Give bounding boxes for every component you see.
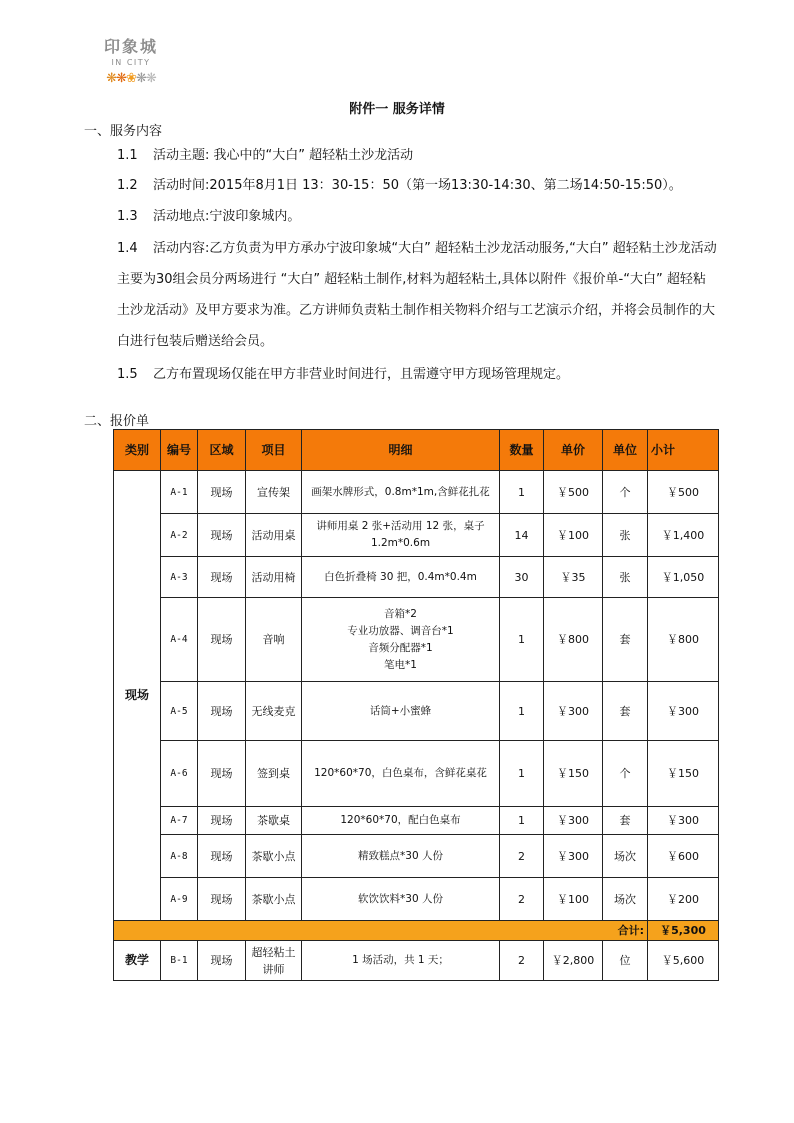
detail-cell: 1 场活动，共 1 天； — [302, 941, 500, 981]
item-number: 1.5 — [117, 367, 138, 382]
item-number: 1.4 — [117, 241, 138, 256]
item-text: 活动内容:乙方负责为甲方承办宁波印象城“大白” 超轻粘土沙龙活动服务,“大白” 超轻粘土沙龙活动主要为30组会员分两场进行 “大白” 超轻粘土制作,材料为超轻粘土,具体以附件《报价单-“大白” 超轻粘土沙龙活动》及甲方要求为准。乙方讲师负责粘土制作相关物料介绍与工艺演示介绍，并将会员制作的大白进行包装后赠送给会员。 — [117, 241, 717, 349]
service-item-1-3 — [117, 204, 300, 230]
code-cell: A-7 — [161, 807, 198, 835]
price-cell: ￥300 — [544, 807, 603, 835]
item-cell: 宣传架 — [246, 471, 302, 514]
qty-cell: 2 — [500, 878, 544, 921]
detail-cell: 软饮饮料*30 人份 — [302, 878, 500, 921]
item-cell: 音响 — [246, 598, 302, 682]
qty-cell: 1 — [500, 682, 544, 741]
logo-text-cn: 印象城 — [103, 37, 158, 56]
unit-cell: 个 — [603, 471, 648, 514]
code-cell: A-5 — [161, 682, 198, 741]
service-item-1-4 — [117, 233, 717, 357]
service-item-1-5 — [117, 362, 569, 388]
item-text: 活动地点:宁波印象城内。 — [153, 209, 301, 224]
area-cell: 现场 — [198, 557, 246, 598]
subtotal-cell: ￥1,050 — [648, 557, 719, 598]
area-cell: 现场 — [198, 941, 246, 981]
qty-cell: 1 — [500, 807, 544, 835]
unit-cell: 位 — [603, 941, 648, 981]
qty-cell: 14 — [500, 514, 544, 557]
detail-cell: 讲师用桌 2 张+活动用 12 张，桌子1.2m*0.6m — [302, 514, 500, 557]
item-text: 活动主题: 我心中的“大白” 超轻粘土沙龙活动 — [153, 148, 414, 163]
code-cell: A-6 — [161, 741, 198, 807]
unit-cell: 张 — [603, 514, 648, 557]
table-row — [114, 878, 719, 921]
table-row — [114, 514, 719, 557]
price-cell: ￥300 — [544, 682, 603, 741]
code-cell: A-3 — [161, 557, 198, 598]
table-row — [114, 741, 719, 807]
price-cell: ￥100 — [544, 514, 603, 557]
unit-cell: 场次 — [603, 878, 648, 921]
subtotal-cell: ￥200 — [648, 878, 719, 921]
price-cell: ￥35 — [544, 557, 603, 598]
subtotal-cell: ￥5,600 — [648, 941, 719, 981]
table-row — [114, 835, 719, 878]
item-cell: 茶歇小点 — [246, 835, 302, 878]
item-cell: 活动用椅 — [246, 557, 302, 598]
total-value: ￥5,300 — [648, 921, 719, 941]
section-heading-quote: 二、报价单 — [84, 414, 150, 429]
subtotal-cell: ￥300 — [648, 807, 719, 835]
header-subtotal: 小计 — [648, 430, 719, 471]
subtotal-cell: ￥150 — [648, 741, 719, 807]
service-item-1-2 — [117, 173, 682, 199]
area-cell: 现场 — [198, 835, 246, 878]
total-label: 合计: — [114, 921, 648, 941]
area-cell: 现场 — [198, 471, 246, 514]
detail-cell: 画架水牌形式，0.8m*1m,含鲜花扎花 — [302, 471, 500, 514]
item-text: 乙方布置现场仅能在甲方非营业时间进行，且需遵守甲方现场管理规定。 — [153, 367, 570, 382]
header-code: 编号 — [161, 430, 198, 471]
service-item-1-1 — [117, 143, 413, 169]
unit-cell: 场次 — [603, 835, 648, 878]
subtotal-cell: ￥600 — [648, 835, 719, 878]
subtotal-cell: ￥300 — [648, 682, 719, 741]
detail-cell: 白色折叠椅 30 把，0.4m*0.4m — [302, 557, 500, 598]
price-cell: ￥500 — [544, 471, 603, 514]
page-title: 附件一 服务详情 — [349, 102, 445, 117]
price-cell: ￥300 — [544, 835, 603, 878]
item-number: 1.1 — [117, 148, 138, 163]
header-detail: 明细 — [302, 430, 500, 471]
qty-cell: 2 — [500, 835, 544, 878]
qty-cell: 1 — [500, 471, 544, 514]
code-cell: B-1 — [161, 941, 198, 981]
item-number: 1.3 — [117, 209, 138, 224]
qty-cell: 2 — [500, 941, 544, 981]
item-text: 活动时间:2015年8月1日 13：30-15：50（第一场13:30-14:30、第二场14:50-15:50）。 — [153, 178, 682, 193]
table-header-row — [114, 430, 719, 471]
unit-cell: 个 — [603, 741, 648, 807]
unit-cell: 套 — [603, 807, 648, 835]
total-row — [114, 921, 719, 941]
header-qty: 数量 — [500, 430, 544, 471]
area-cell: 现场 — [198, 741, 246, 807]
header-category: 类别 — [114, 430, 161, 471]
subtotal-cell: ￥1,400 — [648, 514, 719, 557]
detail-cell: 120*60*70，白色桌布，含鲜花桌花 — [302, 741, 500, 807]
area-cell: 现场 — [198, 807, 246, 835]
area-cell: 现场 — [198, 878, 246, 921]
category-cell: 现场 — [114, 471, 161, 921]
table-row — [114, 598, 719, 682]
item-cell: 超轻粘土讲师 — [246, 941, 302, 981]
detail-cell: 话筒+小蜜蜂 — [302, 682, 500, 741]
detail-line: 专业功放器、调音台*1 — [347, 624, 454, 637]
detail-line: 音频分配器*1 — [368, 641, 433, 654]
unit-cell: 套 — [603, 682, 648, 741]
item-number: 1.2 — [117, 178, 138, 193]
code-cell: A-4 — [161, 598, 198, 682]
header-item: 项目 — [246, 430, 302, 471]
price-cell: ￥100 — [544, 878, 603, 921]
area-cell: 现场 — [198, 514, 246, 557]
header-area: 区域 — [198, 430, 246, 471]
quote-table — [113, 429, 719, 981]
logo-flower-icons: ❋❋❀❋❋ — [106, 71, 156, 86]
detail-cell: 精致糕点*30 人份 — [302, 835, 500, 878]
detail-line: 笔电*1 — [384, 658, 417, 671]
code-cell: A-2 — [161, 514, 198, 557]
table-row — [114, 941, 719, 981]
unit-cell: 套 — [603, 598, 648, 682]
price-cell: ￥800 — [544, 598, 603, 682]
subtotal-cell: ￥800 — [648, 598, 719, 682]
table-row — [114, 682, 719, 741]
table-row — [114, 557, 719, 598]
item-cell: 茶歇小点 — [246, 878, 302, 921]
unit-cell: 张 — [603, 557, 648, 598]
detail-cell: 120*60*70，配白色桌布 — [302, 807, 500, 835]
qty-cell: 30 — [500, 557, 544, 598]
qty-cell: 1 — [500, 741, 544, 807]
header-price: 单价 — [544, 430, 603, 471]
item-cell: 活动用桌 — [246, 514, 302, 557]
item-cell: 茶歇桌 — [246, 807, 302, 835]
detail-line: 音箱*2 — [384, 607, 417, 620]
price-cell: ￥150 — [544, 741, 603, 807]
company-logo — [86, 34, 176, 88]
price-cell: ￥2,800 — [544, 941, 603, 981]
area-cell: 现场 — [198, 682, 246, 741]
section-heading-services: 一、服务内容 — [84, 124, 163, 139]
qty-cell: 1 — [500, 598, 544, 682]
table-row — [114, 471, 719, 514]
code-cell: A-8 — [161, 835, 198, 878]
subtotal-cell: ￥500 — [648, 471, 719, 514]
logo-text-en: IN CITY — [111, 58, 151, 67]
code-cell: A-9 — [161, 878, 198, 921]
detail-cell — [302, 598, 500, 682]
item-cell: 无线麦克 — [246, 682, 302, 741]
header-unit: 单位 — [603, 430, 648, 471]
item-cell: 签到桌 — [246, 741, 302, 807]
table-row — [114, 807, 719, 835]
area-cell: 现场 — [198, 598, 246, 682]
code-cell: A-1 — [161, 471, 198, 514]
category-cell: 教学 — [114, 941, 161, 981]
